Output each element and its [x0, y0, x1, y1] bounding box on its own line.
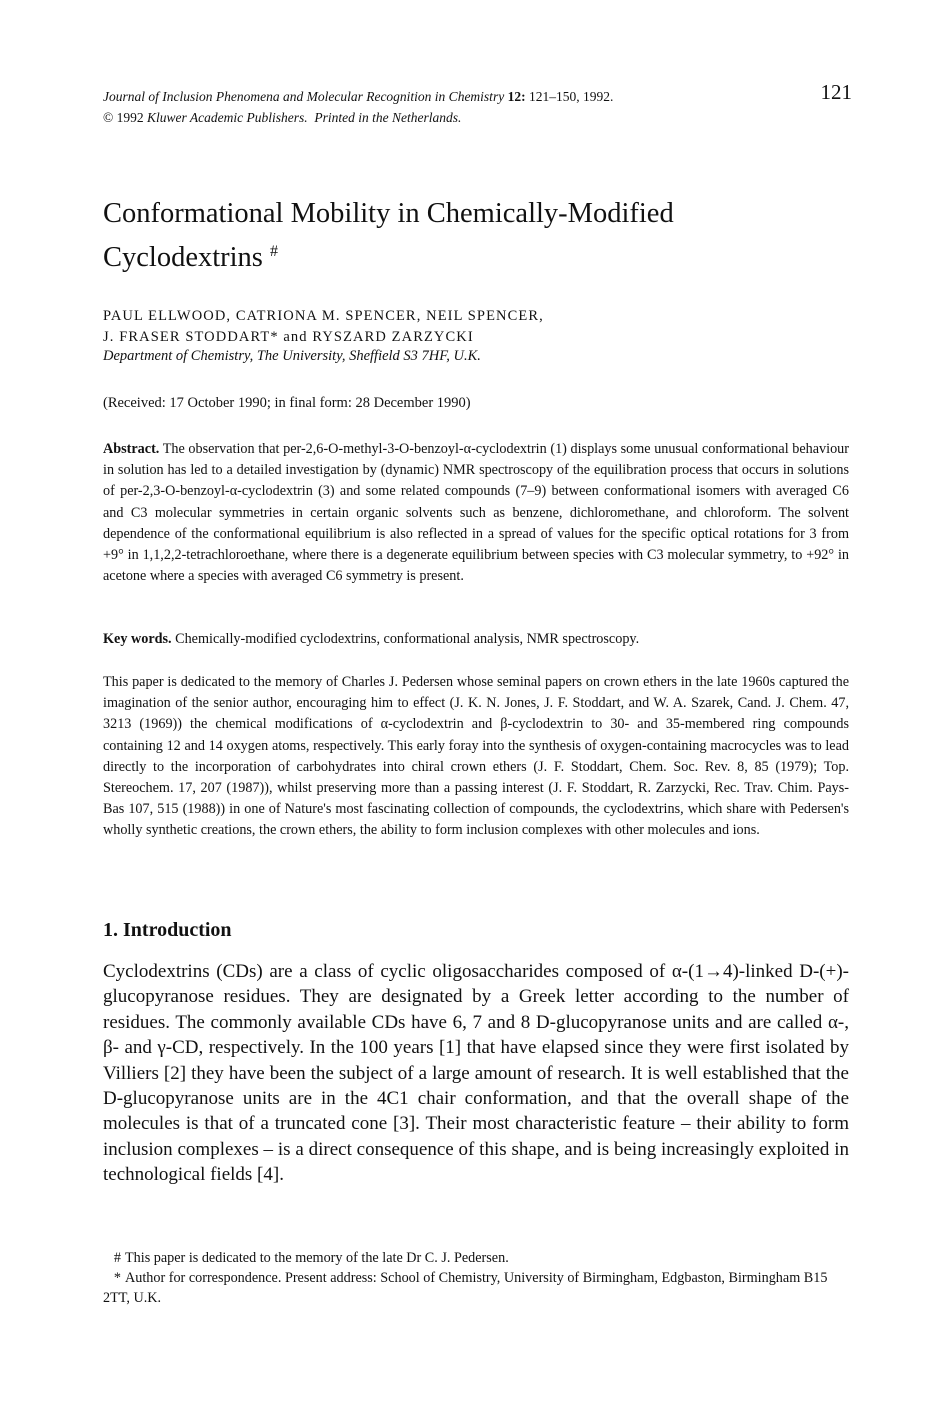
title-footnote-mark: #: [270, 243, 279, 260]
citation-line: [103, 86, 863, 107]
abstract: [103, 439, 849, 587]
abstract-label: Abstract.: [103, 441, 160, 457]
copyright-symbol: ©: [103, 110, 114, 125]
printed-in: Printed in the Netherlands.: [314, 110, 462, 125]
journal-name: Journal of Inclusion Phenomena and Molecular Recognition in Chemistry: [103, 89, 505, 104]
received-dates: (Received: 17 October 1990; in final form: 28 December 1990): [103, 395, 471, 411]
article-title: [103, 195, 863, 277]
publisher: Kluwer Academic Publishers.: [147, 110, 308, 125]
volume-number: 12:: [507, 89, 526, 104]
footnotes: [103, 1248, 849, 1308]
running-header: [103, 86, 863, 128]
keywords-text: Chemically-modified cyclodextrins, conformational analysis, NMR spectroscopy.: [175, 631, 640, 647]
keywords-label: Key words.: [103, 631, 172, 647]
footnote-correspondence: [103, 1268, 849, 1308]
title-line-2: Cyclodextrins: [103, 242, 263, 273]
dedication-paragraph: This paper is dedicated to the memory of Charles J. Pedersen whose seminal papers on crown ethers in the late 1960s captured the imagination of the senior author, encouraging him to effect (J. K. N. Jones, J. F. Stoddart, and W. A. Szarek, Cand. J. Chem. 47, 3213 (1969)) the chemical modifications of α-cyclodextrin and β-cyclodextrin to 30- and 35-membered ring compounds containing 12 and 14 oxygen atoms, respectively. This early foray into the synthesis of oxygen-containing macrocycles was to lead directly to the incorporation of carbohydrates into chiral crown ethers (J. F. Stoddart, Chem. Soc. Rev. 8, 85 (1979); Top. Stereochem. 17, 207 (1987)), whilst preserving more than a passing interest (J. F. Stoddart, R. Zarzycki, Rec. Trav. Chim. Pays-Bas 107, 515 (1988)) in one of Nature's most fascinating collection of compounds, the cyclodextrins, which share with Pedersen's wholly synthetic creations, the crown ethers, the ability to form inclusion complexes with other molecules and ions.: [103, 674, 849, 839]
abstract-text: The observation that per-2,6-O-methyl-3-O-benzoyl-α-cyclodextrin (1) displays some unusual conformational behaviour in solution has led to a detailed investigation by (dynamic) NMR spectroscopy of the equilibration process that occurs in solutions of per-2,3-O-benzoyl-α-cyclodextrin (3) and some related compounds (7–9) between conformational isomers with averaged C6 and C3 molecular symmetries in certain organic solvents such as benzene, dichloromethane, and chloroform. The solvent dependence of the conformational equilibrium is also reflected in a spread of values for the specific optical rotations for 3 from +9° in 1,1,2,2-tetrachloroethane, where there is a degenerate equilibrium between species with C3 molecular symmetry, to +92° in acetone where a species with averaged C6 symmetry is present.: [103, 441, 849, 585]
introduction-paragraph: Cyclodextrins (CDs) are a class of cyclic oligosaccharides composed of α-(1→4)-linked D-(+)-glucopyranose residues. They are designated by a Greek letter according to the number of residues. The commonly available CDs have 6, 7 and 8 D-glucopyranose units and are called α-, β- and γ-CD, respectively. In the 100 years [1] that have elapsed since they were first isolated by Villiers [2] they have been the subject of a large amount of research. It is well established that the D-glucopyranose units are in the 4C1 chair conformation, and that the overall shape of the molecules is that of a truncated cone [3]. Their most characteristic feature – their ability to form inclusion complexes – is a direct consequence of this shape, and is being increasingly exploited in technological fields [4].: [103, 961, 849, 1186]
copyright-line: [103, 107, 863, 128]
authors-line-1: PAUL ELLWOOD, CATRIONA M. SPENCER, NEIL SPENCER,: [103, 308, 544, 324]
title-line-1: Conformational Mobility in Chemically-Modified: [103, 198, 674, 229]
page-number: 121: [820, 80, 852, 104]
footnote-text: Author for correspondence. Present address: School of Chemistry, University of Birmingham, Edgbaston, Birmingham B15 2TT, U.K.: [103, 1270, 828, 1306]
copyright-year: 1992: [116, 110, 144, 125]
keywords: [103, 631, 849, 648]
footnote-mark: *: [113, 1270, 121, 1286]
affiliation: Department of Chemistry, The University, Sheffield S3 7HF, U.K.: [103, 348, 481, 364]
author-list: [103, 306, 863, 348]
section-heading-introduction: 1. Introduction: [103, 919, 232, 941]
authors-line-2: J. FRASER STODDART* and RYSZARD ZARZYCKI: [103, 329, 474, 345]
footnote-text: This paper is dedicated to the memory of the late Dr C. J. Pedersen.: [125, 1250, 509, 1266]
footnote-mark: #: [113, 1250, 121, 1266]
footnote-title: [103, 1248, 849, 1268]
pages-year: 121–150, 1992.: [525, 89, 614, 104]
